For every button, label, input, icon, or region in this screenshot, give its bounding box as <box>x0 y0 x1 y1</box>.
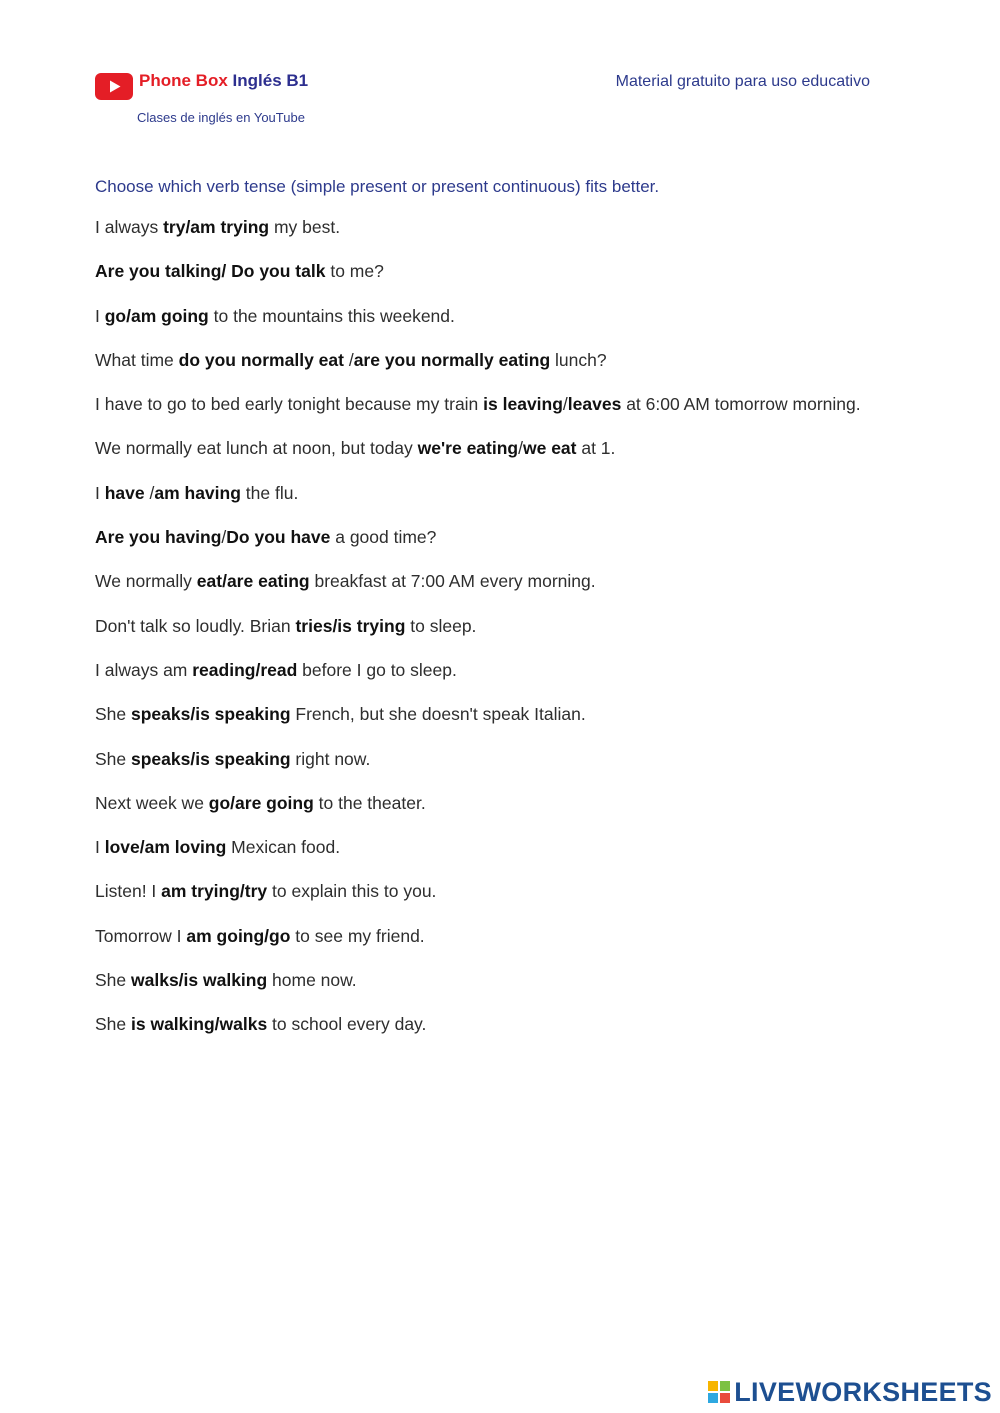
verb-options: am trying/try <box>161 881 268 902</box>
verb-options: is walking/walks <box>131 1014 268 1035</box>
sentence-item <box>95 610 885 643</box>
sentence-text: She <box>95 704 131 725</box>
sentence-text: I always am <box>95 659 193 680</box>
sentence-item <box>95 344 885 377</box>
sentence-text: to the theater. <box>313 792 426 813</box>
sentence-item <box>95 388 885 421</box>
sentence-list <box>95 211 885 1041</box>
page-header <box>95 68 870 128</box>
verb-options: go/am going <box>104 305 209 326</box>
sentence-item <box>95 432 885 465</box>
liveworksheets-watermark <box>708 1376 992 1407</box>
sentence-item <box>95 875 885 908</box>
sentence-text: I always <box>95 217 164 237</box>
watermark-text: LIVEWORKSHEETS <box>734 1376 992 1407</box>
sentence-item <box>95 654 885 687</box>
youtube-icon <box>95 73 133 100</box>
sentence-text: / <box>221 527 227 548</box>
sentence-item <box>95 698 885 731</box>
verb-options: reading/read <box>192 659 298 680</box>
verb-options: are you normally eating <box>353 349 551 370</box>
sentence-text: a good time? <box>330 527 437 548</box>
sentence-text: French, but she doesn't speak Italian. <box>290 704 586 725</box>
verb-options: eat/are eating <box>196 571 310 592</box>
verb-options: we're eating <box>417 438 519 459</box>
verb-options: speaks/is speaking <box>131 704 291 725</box>
brand-name-part1: Phone Box <box>139 71 228 90</box>
sentence-text: What time <box>95 349 179 370</box>
sentence-text: to explain this to you. <box>267 881 437 902</box>
sentence-text: We normally eat lunch at noon, but today <box>95 438 418 459</box>
liveworksheets-icon <box>708 1381 730 1403</box>
sentence-text: Next week we <box>95 792 209 813</box>
verb-options: walks/is walking <box>131 970 268 991</box>
sentence-text: my best. <box>269 217 341 237</box>
sentence-text: Listen! I <box>95 881 162 902</box>
verb-options: go/are going <box>208 792 314 813</box>
sentence-item <box>95 920 885 953</box>
sentence-text: Tomorrow I <box>95 925 187 946</box>
sentence-text: to the mountains this weekend. <box>208 305 455 326</box>
verb-options: try/am trying <box>163 217 270 237</box>
brand-name-part2: Inglés B1 <box>232 71 309 90</box>
sentence-text: Mexican food. <box>226 837 341 858</box>
verb-options: speaks/is speaking <box>131 748 291 769</box>
sentence-item <box>95 831 885 864</box>
verb-options: love/am loving <box>104 837 227 858</box>
sentence-text: I <box>95 837 105 858</box>
sentence-text: She <box>95 970 131 991</box>
sentence-text: to see my friend. <box>290 925 425 946</box>
sentence-item <box>95 1008 885 1041</box>
sentence-text: home now. <box>267 970 357 991</box>
sentence-text: right now. <box>290 748 371 769</box>
sentence-text: She <box>95 748 131 769</box>
verb-options: do you normally eat <box>178 349 344 370</box>
verb-options: we eat <box>522 438 577 459</box>
verb-options: am having <box>154 482 241 503</box>
brand-name <box>139 71 308 91</box>
verb-options: Do you have <box>226 527 331 548</box>
sentence-text: / <box>562 394 568 415</box>
worksheet-body <box>95 175 885 1053</box>
sentence-text: before I go to sleep. <box>297 659 457 680</box>
sentence-text: at 1. <box>576 438 616 459</box>
sentence-text: I <box>95 305 105 326</box>
sentence-item <box>95 964 885 997</box>
sentence-text: to me? <box>325 261 384 282</box>
verb-options: tries/is trying <box>295 615 406 636</box>
sentence-text: I <box>95 482 105 503</box>
sentence-text: to sleep. <box>405 615 477 636</box>
sentence-text: breakfast at 7:00 AM every morning. <box>309 571 596 592</box>
sentence-item <box>95 787 885 820</box>
sentence-text: I have to go to bed early tonight because my train <box>95 394 484 415</box>
instructions: Choose which verb tense (simple present or present continuous) fits better. <box>95 177 660 196</box>
verb-options: Are you talking/ Do you talk <box>95 261 326 282</box>
sentence-text: Don't talk so loudly. Brian <box>95 615 296 636</box>
sentence-text: lunch? <box>550 349 607 370</box>
sentence-text: We normally <box>95 571 197 592</box>
sentence-item <box>95 300 885 333</box>
sentence-item <box>95 743 885 776</box>
sentence-text: to school every day. <box>267 1014 427 1035</box>
sentence-text: She <box>95 1014 131 1035</box>
sentence-item <box>95 211 885 244</box>
sentence-item <box>95 255 885 288</box>
sentence-text: / <box>518 438 523 459</box>
sentence-item <box>95 565 885 598</box>
sentence-text: / <box>144 482 155 503</box>
header-note: Material gratuito para uso educativo <box>615 73 870 90</box>
verb-options: is leaving <box>483 394 563 415</box>
verb-options: am going/go <box>186 925 291 946</box>
verb-options: Are you having <box>95 527 222 548</box>
sentence-item <box>95 477 885 510</box>
sentence-text: at 6:00 AM tomorrow morning. <box>621 394 861 415</box>
sentence-text: the flu. <box>240 482 299 503</box>
brand-subtitle: Clases de inglés en YouTube <box>137 110 305 125</box>
verb-options: have <box>104 482 145 503</box>
verb-options: leaves <box>567 394 622 415</box>
sentence-item <box>95 521 885 554</box>
sentence-text: / <box>343 349 354 370</box>
